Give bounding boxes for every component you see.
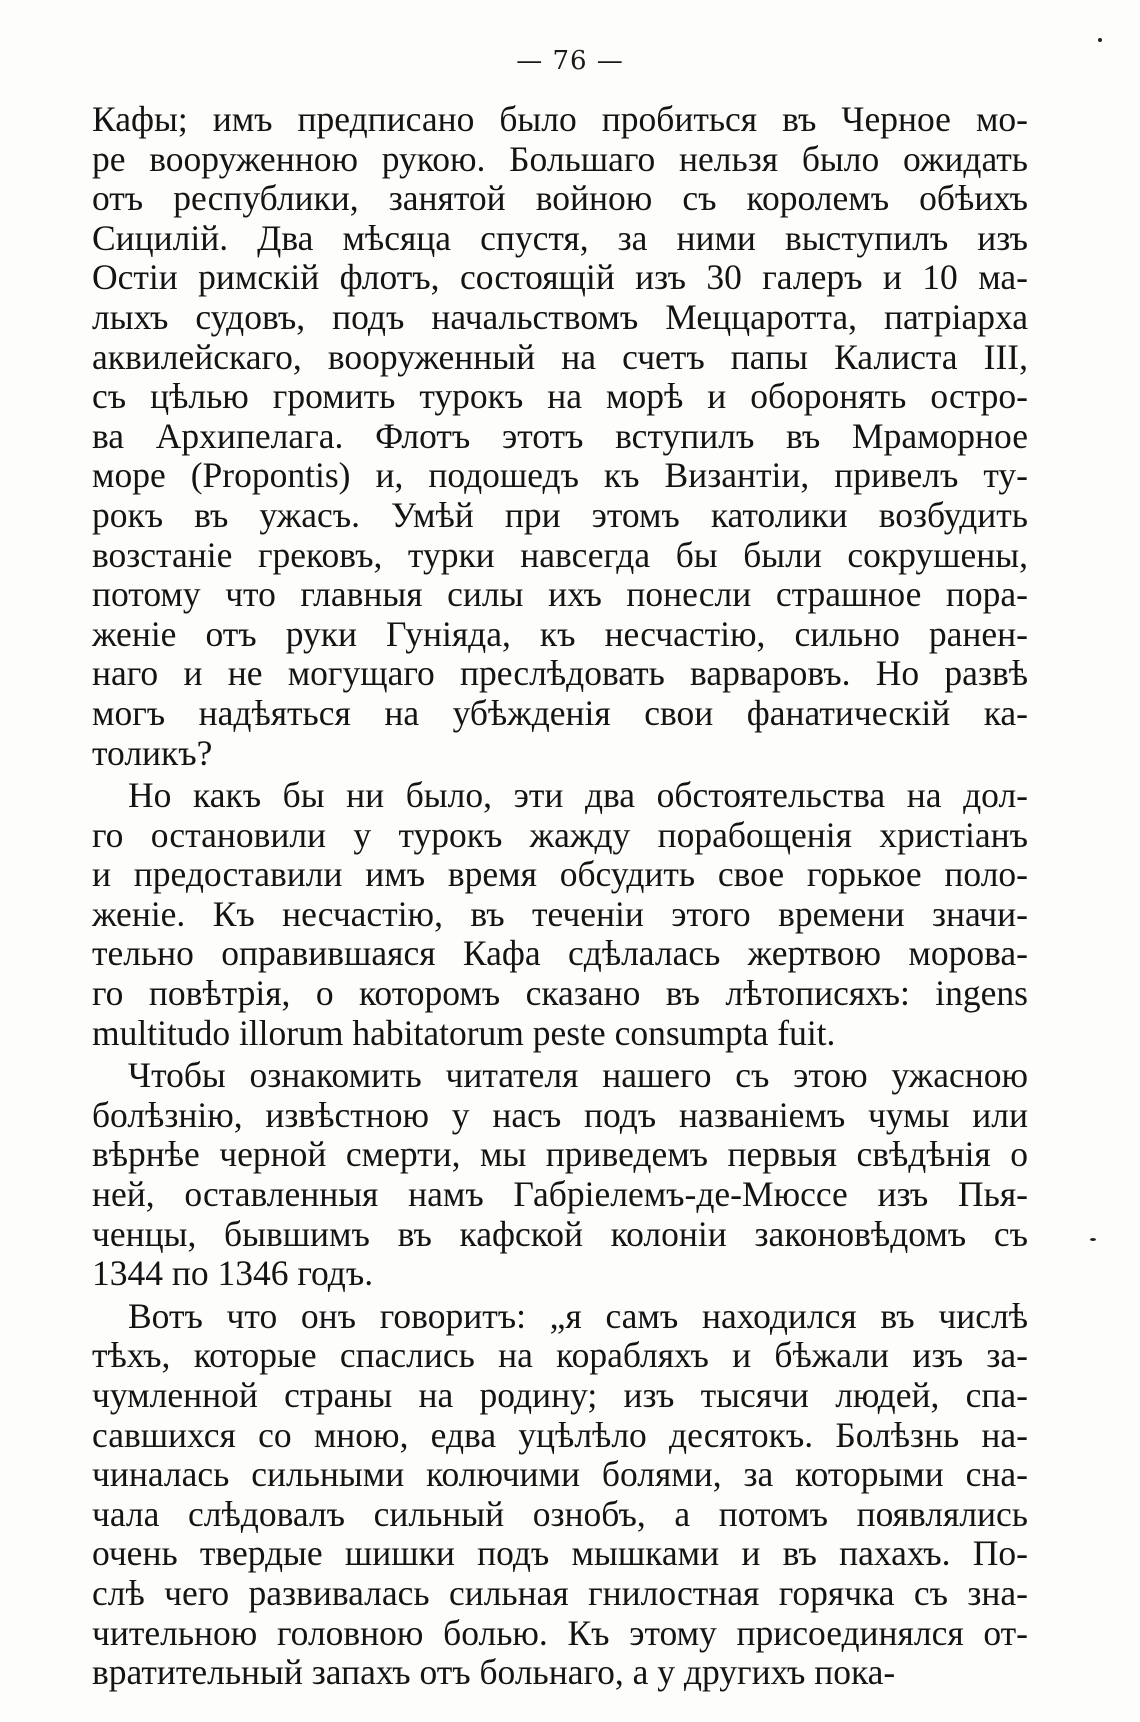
text-line: вѣрнѣе черной смерти, мы приведемъ первыя свѣдѣнія о [92,1134,1028,1175]
text-line: и предоставили имъ время обсудить свое горькое поло- [92,854,1028,895]
text-line: Кафы; имъ предписано было пробиться въ Черное мо- [92,99,1028,139]
text-line: слѣ чего развивалась сильная гнилостная горячка съ зна- [92,1572,1028,1613]
text-line: го остановили у турокъ жажду порабощенія христіанъ [92,814,1028,855]
text-line: очень твердые шишки подъ мышками и въ пахахъ. По- [92,1533,1028,1574]
text-line: могъ надѣяться на убѣжденія свои фанатическій ка- [92,692,1028,733]
paragraph [92,1056,1028,1294]
text-line: ней, оставленныя намъ Габріелемъ-де-Мюссе изъ Пья- [92,1174,1028,1215]
text-line: Но какъ бы ни было, эти два обстоятельства на дол- [128,775,1028,816]
text-line: наго и не могущаго преслѣдовать варваровъ. Но развѣ [92,653,1028,694]
text-line: 1344 по 1346 годъ. [92,1253,374,1294]
page-number: — 76 — [516,46,624,76]
margin-speck [1090,1238,1096,1241]
text-line: Остіи римскій флотъ, состоящій изъ 30 галеръ и 10 ма- [92,257,1028,298]
text-line: лыхъ судовъ, подъ начальствомъ Меццаротта, патріарха [92,296,1028,337]
paragraph [92,100,1028,773]
text-line: вратительный запахъ отъ больнаго, а у другихъ пока- [92,1652,896,1693]
text-line: возстаніе грековъ, турки навсегда бы были сокрушены, [92,534,1028,575]
text-line: женіе отъ руки Гуніяда, къ несчастію, сильно ранен- [92,613,1028,654]
text-line: Чтобы ознакомить читателя нашего съ этою ужасною [128,1055,1028,1096]
text-line: потому что главныя силы ихъ понесли страшное пора- [92,574,1028,615]
text-line: ченцы, бывшимъ въ кафской колоніи законовѣдомъ съ [92,1213,1028,1254]
text-line: съ цѣлью громить турокъ на морѣ и оборонять остро- [92,376,1028,417]
paragraph [92,1297,1028,1693]
text-line: чиналась сильными колючими болями, за которыми сна- [92,1454,1028,1495]
text-line: чала слѣдовалъ сильный ознобъ, а потомъ появлялись [92,1493,1028,1534]
text-line: Вотъ что онъ говоритъ: „я самъ находился въ числѣ [128,1295,1028,1336]
text-line: multitudo illorum habitatorum peste consumpta fuit. [92,1012,836,1053]
text-line: рокъ въ ужасъ. Умѣй при этомъ католики возбудить [92,494,1028,535]
text-line: го повѣтрія, о которомъ сказано въ лѣтописяхъ: ingens [92,973,1028,1014]
body-text [92,100,1028,1693]
text-line: ре вооруженною рукою. Большаго нельзя было ожидать [92,138,1028,179]
text-line: савшихся со мною, едва уцѣлѣло десятокъ. Болѣзнь на- [92,1414,1028,1455]
text-line: ва Архипелага. Флотъ этотъ вступилъ въ Мраморное [92,415,1028,456]
text-line: чительною головною болью. Къ этому присоединялся от- [92,1612,1028,1653]
paragraph [92,776,1028,1053]
text-line: тельно оправившаяся Кафа сдѣлалась жертвою морова- [92,933,1028,974]
text-line: женіе. Къ несчастію, въ теченіи этого времени значи- [92,893,1028,934]
text-line: море (Propontis) и, подошедъ къ Византіи, привелъ ту- [92,455,1028,496]
text-line: чумленной страны на родину; изъ тысячи людей, спа- [92,1375,1028,1415]
text-line: отъ республики, занятой войною съ королемъ обѣихъ [92,178,1028,219]
text-line: болѣзнію, извѣстною у насъ подъ названіемъ чумы или [92,1094,1028,1135]
text-line: Сицилій. Два мѣсяца спустя, за ними выступилъ изъ [92,217,1028,258]
margin-speck [1098,38,1102,42]
text-line: аквилейскаго, вооруженный на счетъ папы Калиста III, [92,336,1028,377]
text-line: тѣхъ, которые спаслись на корабляхъ и бѣжали изъ за- [92,1335,1028,1376]
text-line: толикъ? [92,732,213,773]
